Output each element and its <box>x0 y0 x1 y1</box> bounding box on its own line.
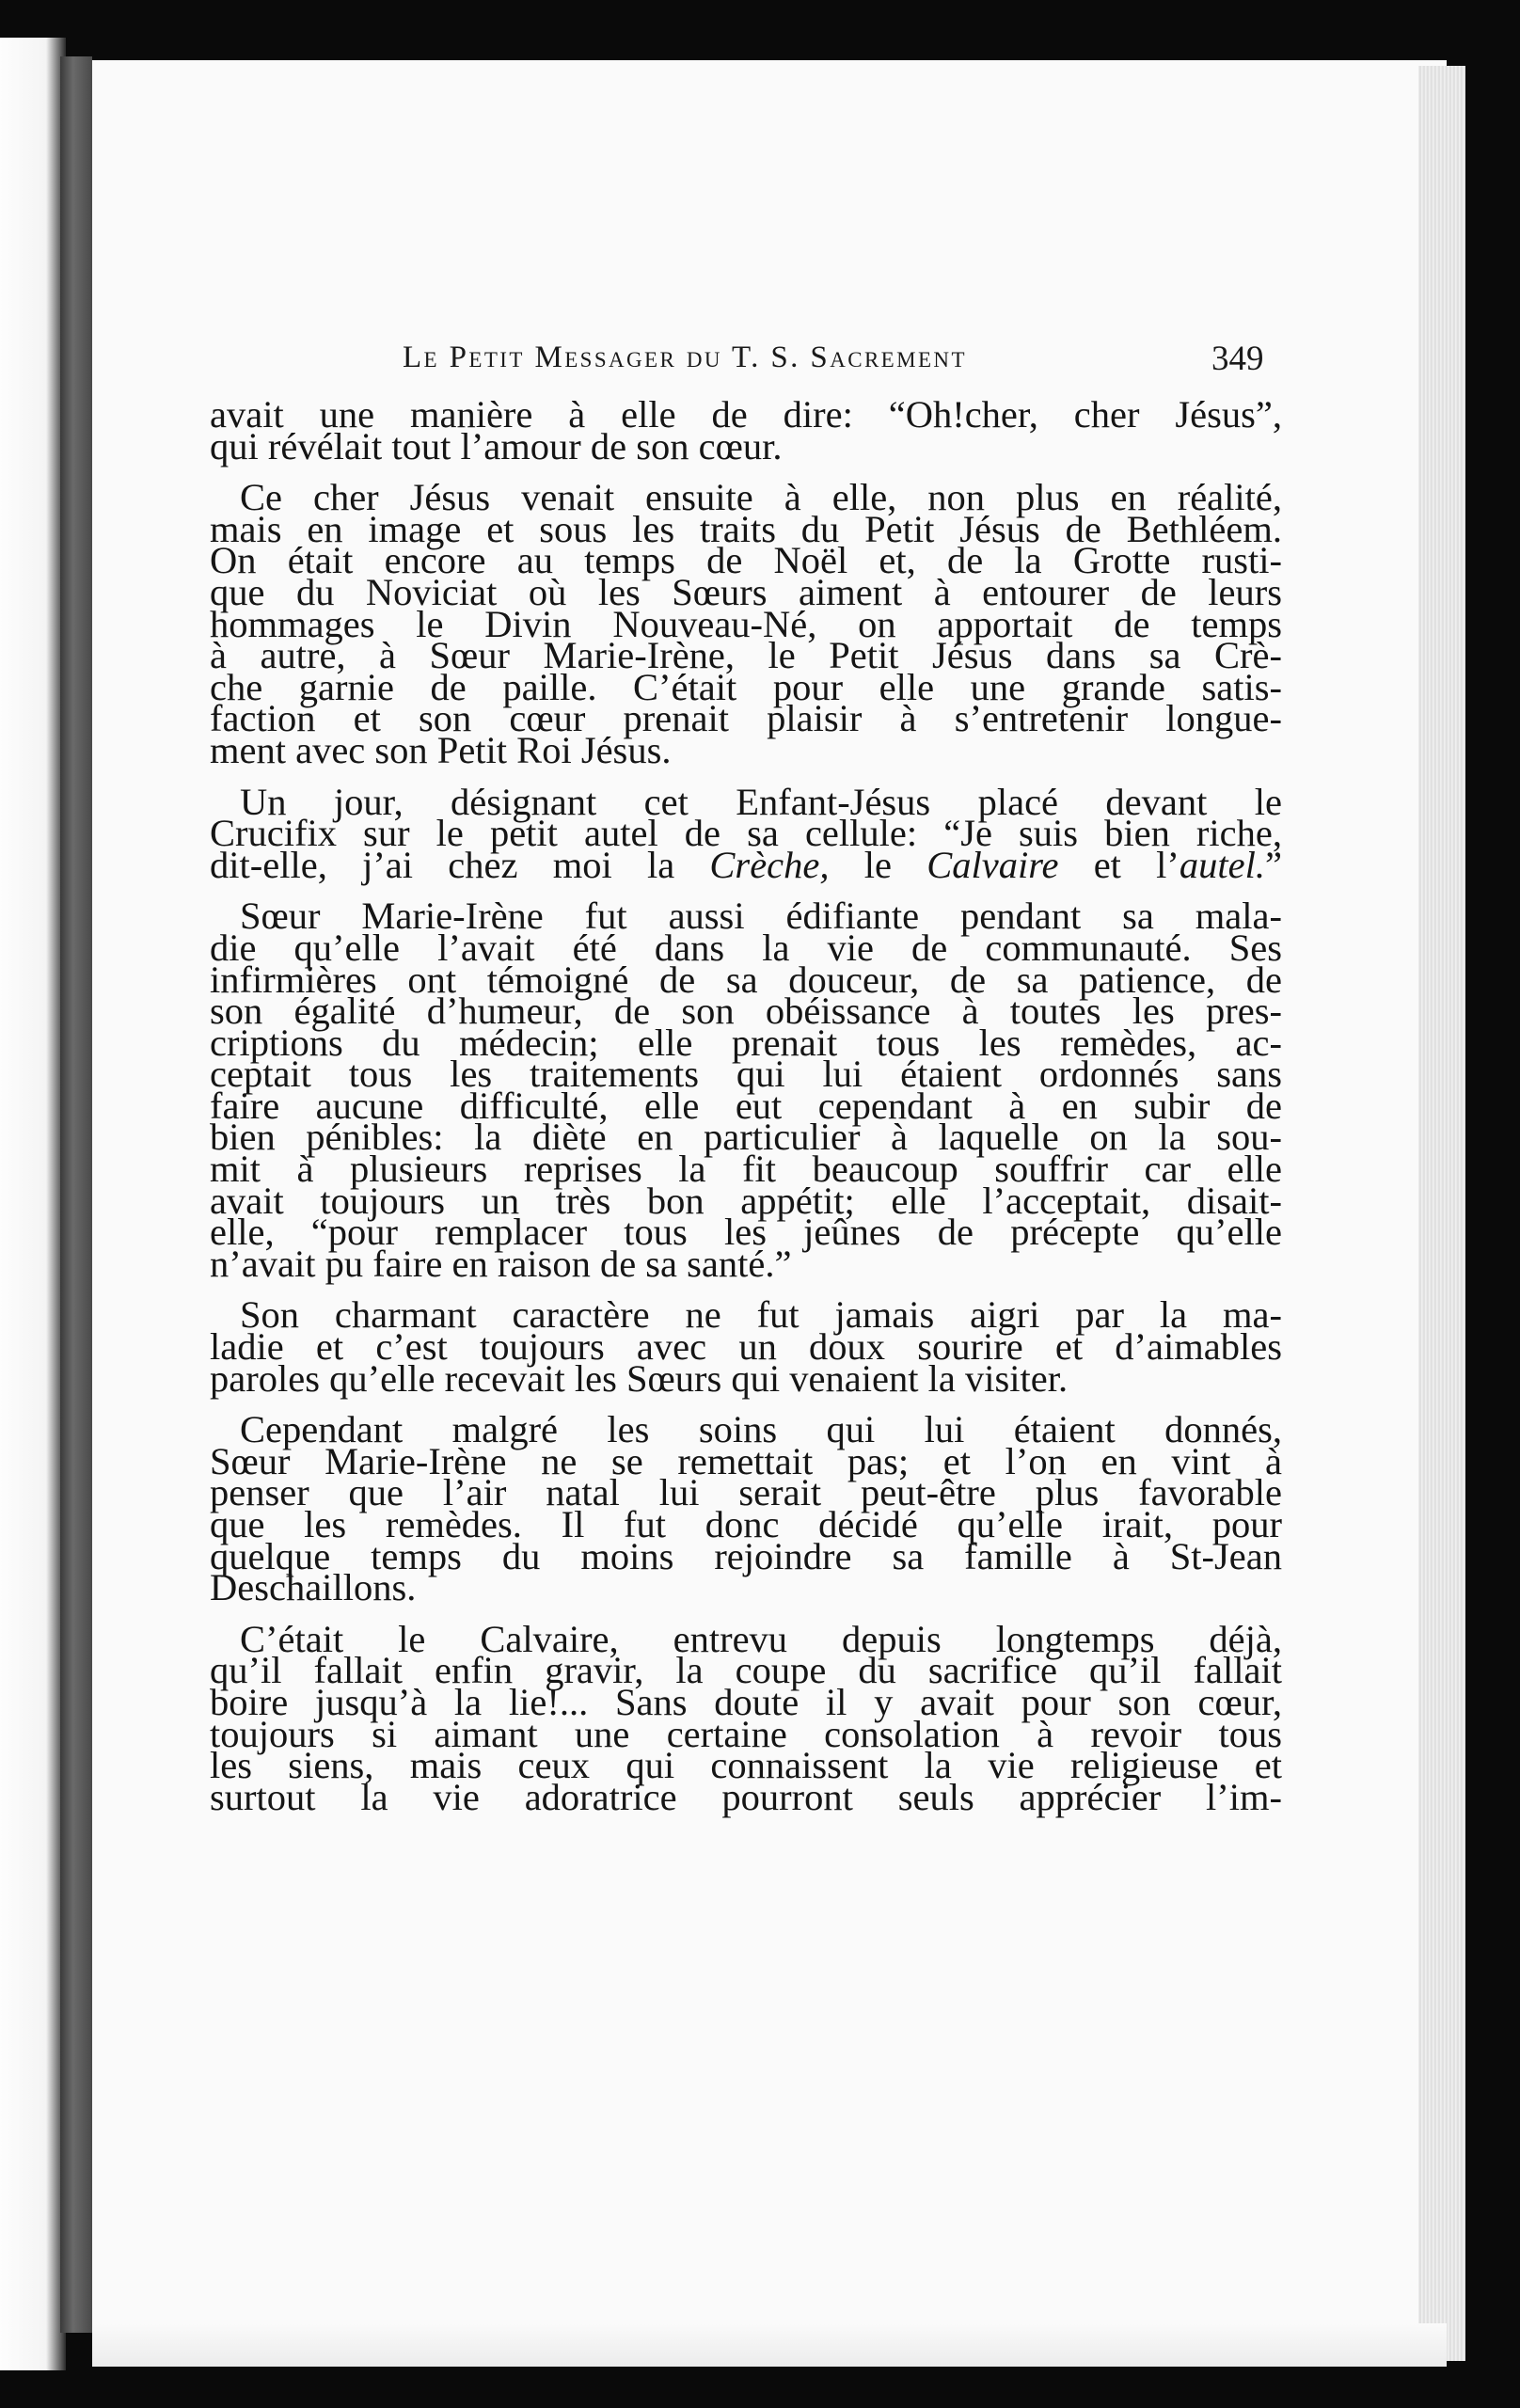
paragraph-1 <box>210 393 1282 467</box>
text-line: boire jusqu’à la lie!... Sans doute il y avait pour son cœur, <box>210 1680 1282 1723</box>
paragraph-2 <box>210 476 1282 771</box>
text-line: che garnie de paille. C’était pour elle une grande satis- <box>210 665 1282 708</box>
paragraph-4 <box>210 895 1282 1285</box>
paragraph-7 <box>210 1617 1282 1818</box>
text-line: n’avait pu faire en raison de sa santé.” <box>210 1242 792 1285</box>
text-line: mais en image et sous les traits du Petit Jésus de Bethléem. <box>210 507 1282 550</box>
text-line: Deschaillons. <box>210 1566 417 1609</box>
text-line: les siens, mais ceux qui connaissent la vie religieuse et <box>210 1744 1282 1787</box>
page-bottom-shadow <box>92 2323 1447 2367</box>
paragraph-3 <box>210 780 1283 886</box>
italic-word-creche: Crèche, <box>709 843 830 886</box>
text-line: mit à plusieurs reprises la fit beaucoup souffrir car elle <box>210 1148 1282 1191</box>
italic-word-calvaire: Calvaire <box>926 843 1059 886</box>
text-run: ” <box>1265 843 1283 886</box>
text-line: Un jour, désignant cet Enfant-Jésus placé devant le <box>240 780 1282 823</box>
text-line-with-italics <box>210 843 1283 886</box>
text-run: le <box>829 843 927 886</box>
text-line: qui révélait tout l’amour de son cœur. <box>210 424 783 467</box>
text-line: ment avec son Petit Roi Jésus. <box>210 728 672 771</box>
text-run: dit-elle, j’ai chez moi la <box>210 843 710 886</box>
text-line: Son charmant caractère ne fut jamais aigri par la ma- <box>240 1293 1282 1337</box>
body-text <box>210 393 1283 1832</box>
running-header: Le Petit Messager du T. S. Sacrement <box>403 341 967 374</box>
text-line: ceptait tous les traitements qui lui étaient ordonnés sans <box>210 1053 1282 1096</box>
text-line: que du Noviciat où les Sœurs aiment à entourer de leurs <box>210 570 1282 613</box>
text-line: Crucifix sur le petit autel de sa cellule: “Je suis bien riche, <box>210 812 1282 855</box>
text-line: On était encore au temps de Noël et, de la Grotte rusti- <box>210 539 1282 582</box>
text-line: avait toujours un très bon appétit; elle l’acceptait, disait- <box>210 1179 1282 1222</box>
text-line: criptions du médecin; elle prenait tous les remèdes, ac- <box>210 1021 1282 1064</box>
book-page <box>92 60 1447 2367</box>
text-run: et l’ <box>1058 843 1180 886</box>
book-spine-shadow <box>60 56 92 2333</box>
text-line: paroles qu’elle recevait les Sœurs qui venaient la visiter. <box>210 1356 1069 1400</box>
text-line: Cependant malgré les soins qui lui étaient donnés, <box>240 1408 1282 1451</box>
paragraph-5 <box>210 1293 1282 1400</box>
text-line: faction et son cœur prenait plaisir à s’entretenir longue- <box>210 697 1282 740</box>
text-line: die qu’elle l’avait été dans la vie de communauté. Ses <box>210 926 1282 969</box>
text-line: Sœur Marie-Irène fut aussi édifiante pendant sa mala- <box>240 895 1282 938</box>
text-line: C’était le Calvaire, entrevu depuis longtemps déjà, <box>240 1617 1282 1660</box>
left-page-edge <box>0 38 66 2370</box>
italic-word-autel: autel. <box>1179 843 1266 886</box>
text-line: son égalité d’humeur, de son obéissance à toutes les pres- <box>210 990 1282 1033</box>
paragraph-6 <box>210 1408 1282 1609</box>
text-line: infirmières ont témoigné de sa douceur, de sa patience, de <box>210 958 1282 1001</box>
page-number: 349 <box>1211 340 1264 378</box>
text-line: Ce cher Jésus venait ensuite à elle, non plus en réalité, <box>240 476 1282 519</box>
text-line: elle, “pour remplacer tous les jeûnes de précepte qu’elle <box>210 1211 1282 1254</box>
text-line: toujours si aimant une certaine consolation à revoir tous <box>210 1712 1282 1755</box>
text-line: avait une manière à elle de dire: “Oh!cher, cher Jésus”, <box>210 393 1282 436</box>
text-line: penser que l’air natal lui serait peut-être plus favorable <box>210 1471 1282 1514</box>
text-line: surtout la vie adoratrice pourront seuls apprécier l’im- <box>210 1775 1282 1818</box>
text-line: hommages le Divin Nouveau-Né, on apportait de temps <box>210 602 1282 645</box>
text-line: bien pénibles: la diète en particulier à laquelle on la sou- <box>210 1116 1282 1159</box>
text-line: à autre, à Sœur Marie-Irène, le Petit Jésus dans sa Crè- <box>210 634 1282 677</box>
text-line: faire aucune difficulté, elle eut cependant à en subir de <box>210 1084 1282 1127</box>
text-line: quelque temps du moins rejoindre sa famille à St-Jean <box>210 1534 1282 1577</box>
page-stack-edge <box>1418 66 1465 2361</box>
text-line: qu’il fallait enfin gravir, la coupe du sacrifice qu’il fallait <box>210 1649 1282 1692</box>
text-line: ladie et c’est toujours avec un doux sourire et d’aimables <box>210 1325 1282 1369</box>
text-line: que les remèdes. Il fut donc décidé qu’elle irait, pour <box>210 1503 1282 1545</box>
text-line: Sœur Marie-Irène ne se remettait pas; et l’on en vint à <box>210 1439 1282 1482</box>
